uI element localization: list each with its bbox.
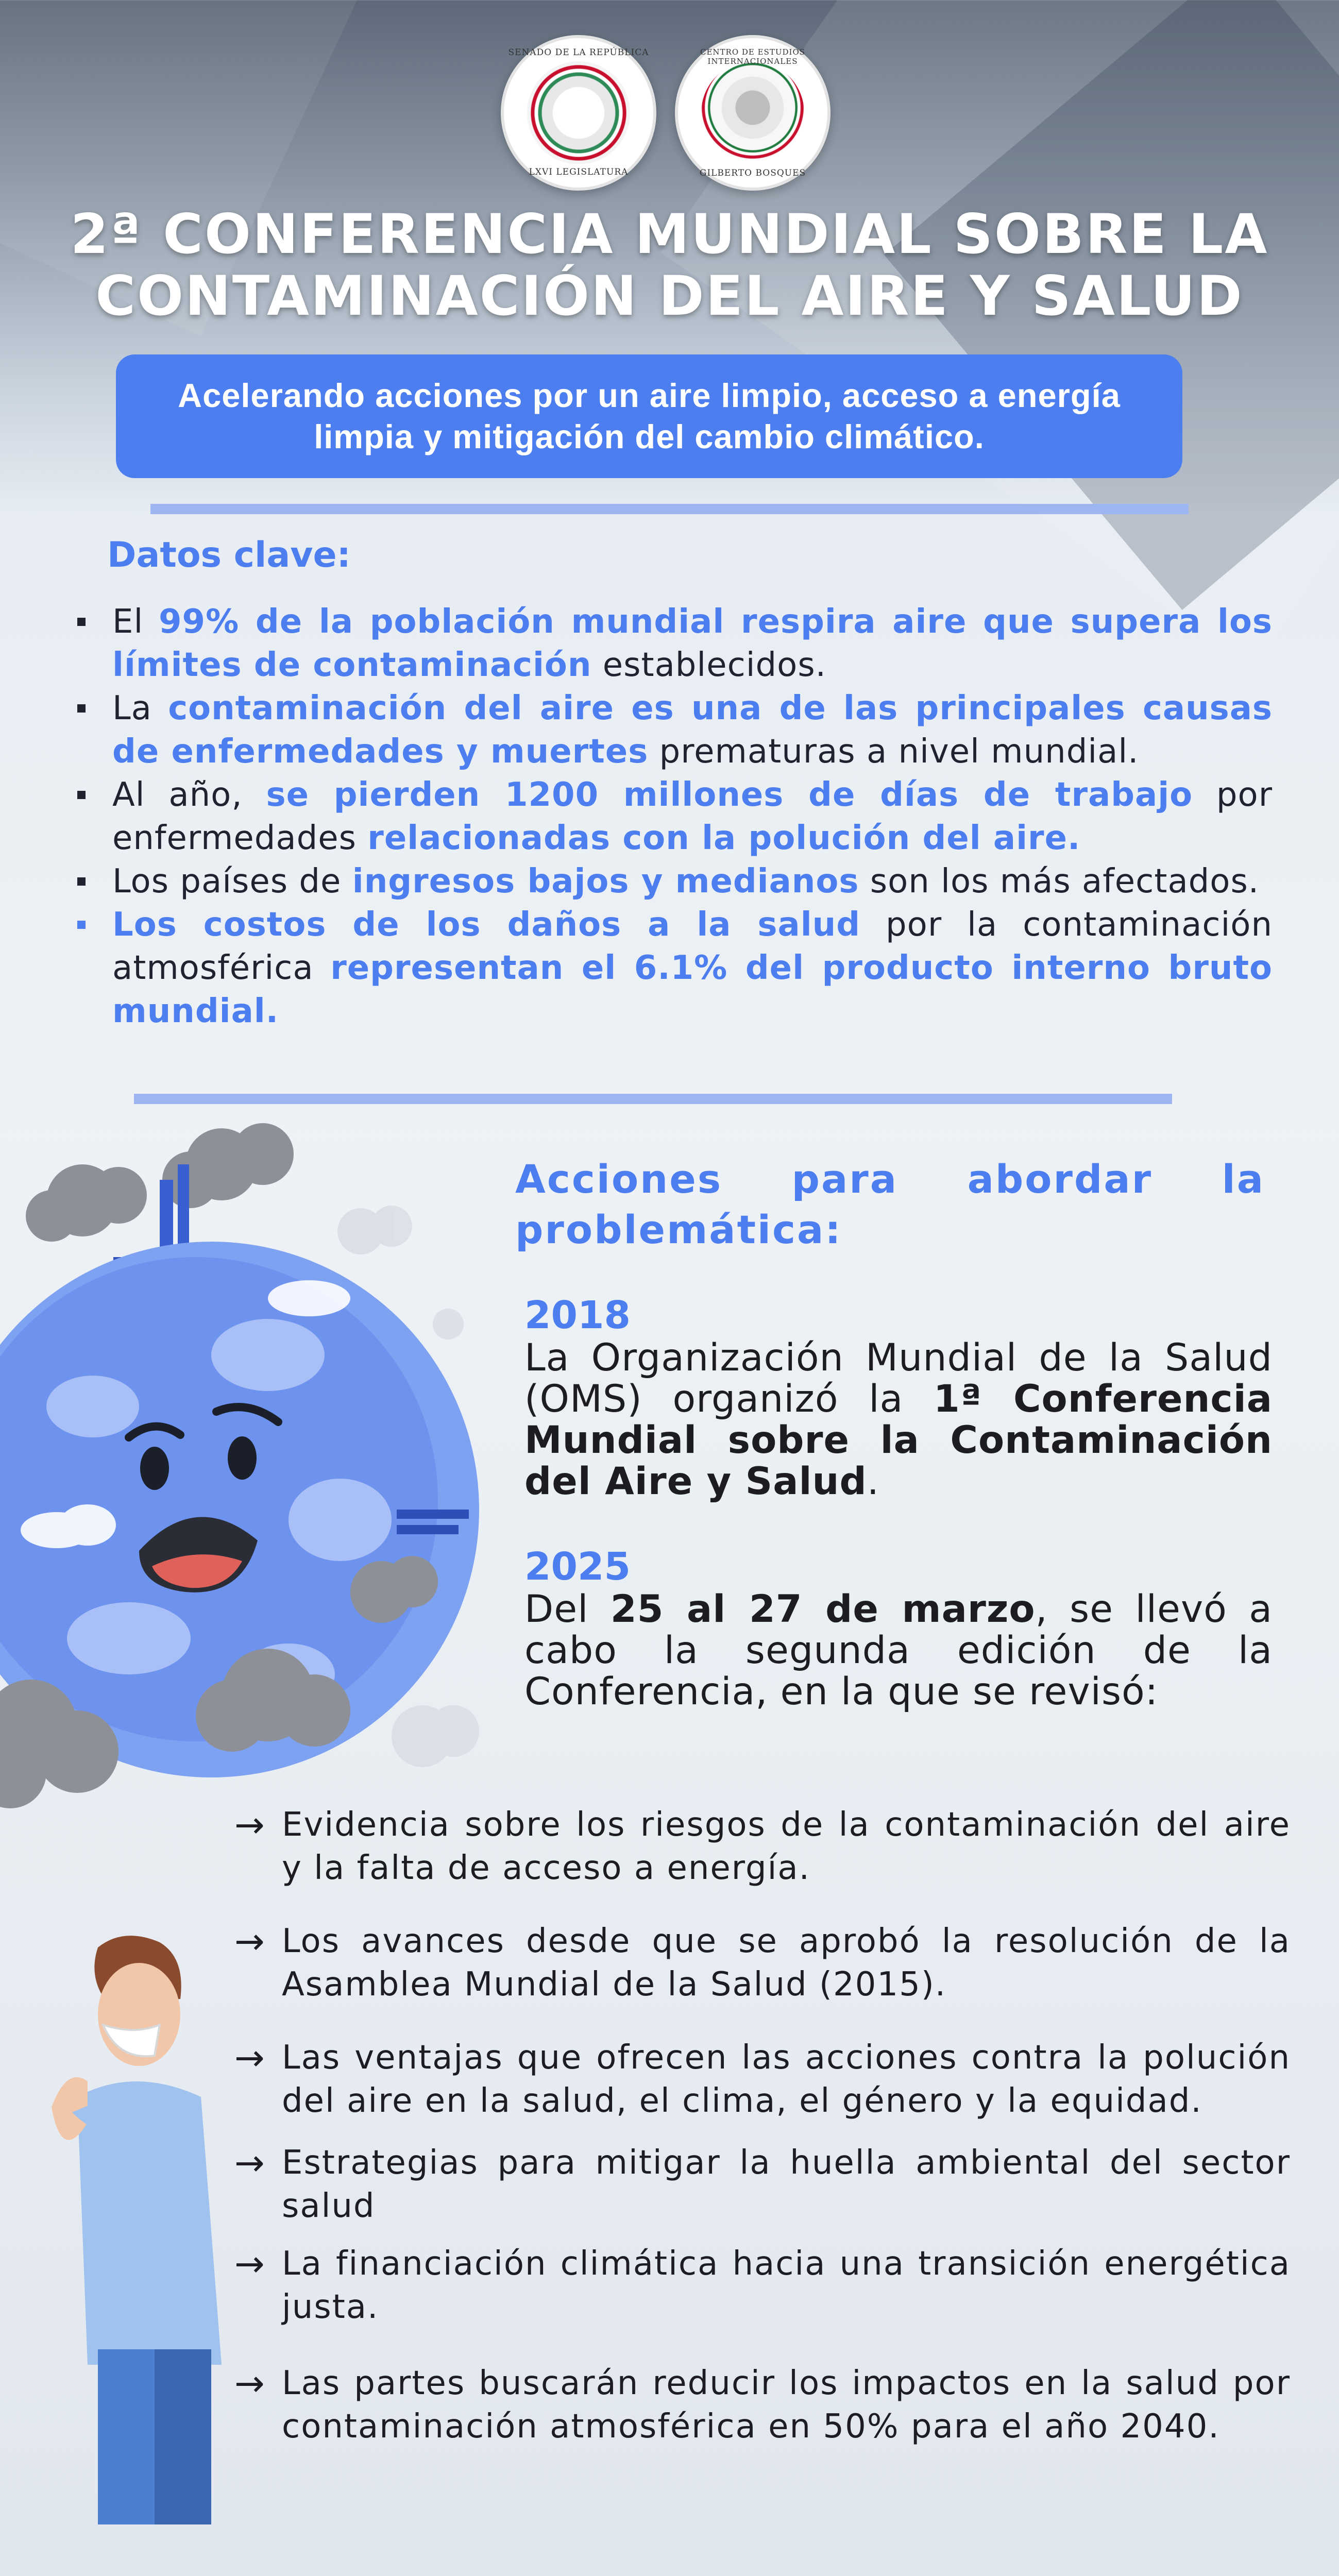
cei-gilberto-bosques-seal-logo [675,35,830,191]
list-item: → La financiación climática hacia una transición energética justa. [234,2243,1291,2326]
timeline-2018 [524,1293,1273,1502]
timeline-text: La Organización Mundial de la Salud (OMS) organizó la 1ª Conferencia Mundial sobre la Contaminación del Aire y Salud. [524,1336,1273,1503]
key-data-heading: Datos clave: [107,535,351,575]
seal-bottom-text: GILBERTO BOSQUES [699,168,806,178]
actions-heading-line-2: problemática: [515,1207,842,1252]
arrow-right-icon: → [234,2362,266,2404]
seal-bottom-text: LXVI LEGISLATURA [529,167,629,177]
person-with-mask-illustration [31,1927,247,2524]
key-data-list [77,600,1273,1033]
portrait-icon [701,61,804,164]
actions-heading: Acciones para abordar la [515,1156,1265,1202]
list-item: → Evidencia sobre los riesgos de la contaminación del aire y la falta de acceso a energía. [234,1804,1291,1887]
list-item: → Estrategias para mitigar la huella ambiental del sector salud [234,2142,1291,2225]
conference-topics-list [234,1803,1291,2448]
list-item: → Las ventajas que ofrecen las acciones contra la polución del aire en la salud, el clima, el género y la equidad. [234,2037,1291,2120]
list-item: → Las partes buscarán reducir los impactos en la salud por contaminación atmosférica en 50% para el año 2040. [234,2362,1291,2446]
list-item: Al año, se pierden 1200 millones de días de trabajo por enfermedades relacionadas con la polución del aire. [77,773,1273,860]
arrow-right-icon: → [234,2243,266,2285]
seal-top-text: CENTRO DE ESTUDIOS INTERNACIONALES [700,47,806,66]
timeline-text: Del 25 al 27 de marzo, se llevó a cabo la segunda edición de la Conferencia, en la que se revisó: [524,1587,1273,1714]
seal-top-text: SENADO DE LA REPÚBLICA [508,47,649,58]
divider [150,504,1189,514]
polluted-earth-illustration [0,1118,495,1824]
title-line-1: 2ª CONFERENCIA MUNDIAL SOBRE LA [70,202,1269,266]
list-item: Los costos de los daños a la salud por la contaminación atmosférica representan el 6.1% del producto interno bruto mundial. [77,903,1273,1033]
list-item: La contaminación del aire es una de las principales causas de enfermedades y muertes prematuras a nivel mundial. [77,687,1273,773]
year-label: 2018 [524,1293,631,1337]
arrow-right-icon: → [234,1804,266,1846]
page-title [52,204,1287,327]
title-line-2: CONTAMINACIÓN DEL AIRE Y SALUD [95,264,1244,328]
subtitle-banner: Acelerando acciones por un aire limpio, acceso a energía limpia y mitigación del cambio climático. [116,354,1182,478]
arrow-right-icon: → [234,2142,266,2184]
divider [134,1094,1172,1104]
eagle-emblem-icon [527,61,630,164]
arrow-right-icon: → [234,1920,266,1962]
timeline-2025 [524,1545,1273,1713]
senado-seal-logo [501,35,656,191]
arrow-right-icon: → [234,2037,266,2079]
year-label: 2025 [524,1545,631,1589]
list-item: Los países de ingresos bajos y medianos son los más afectados. [77,860,1273,903]
list-item: El 99% de la población mundial respira aire que supera los límites de contaminación establecidos. [77,600,1273,687]
list-item: → Los avances desde que se aprobó la resolución de la Asamblea Mundial de la Salud (2015). [234,1920,1291,2004]
